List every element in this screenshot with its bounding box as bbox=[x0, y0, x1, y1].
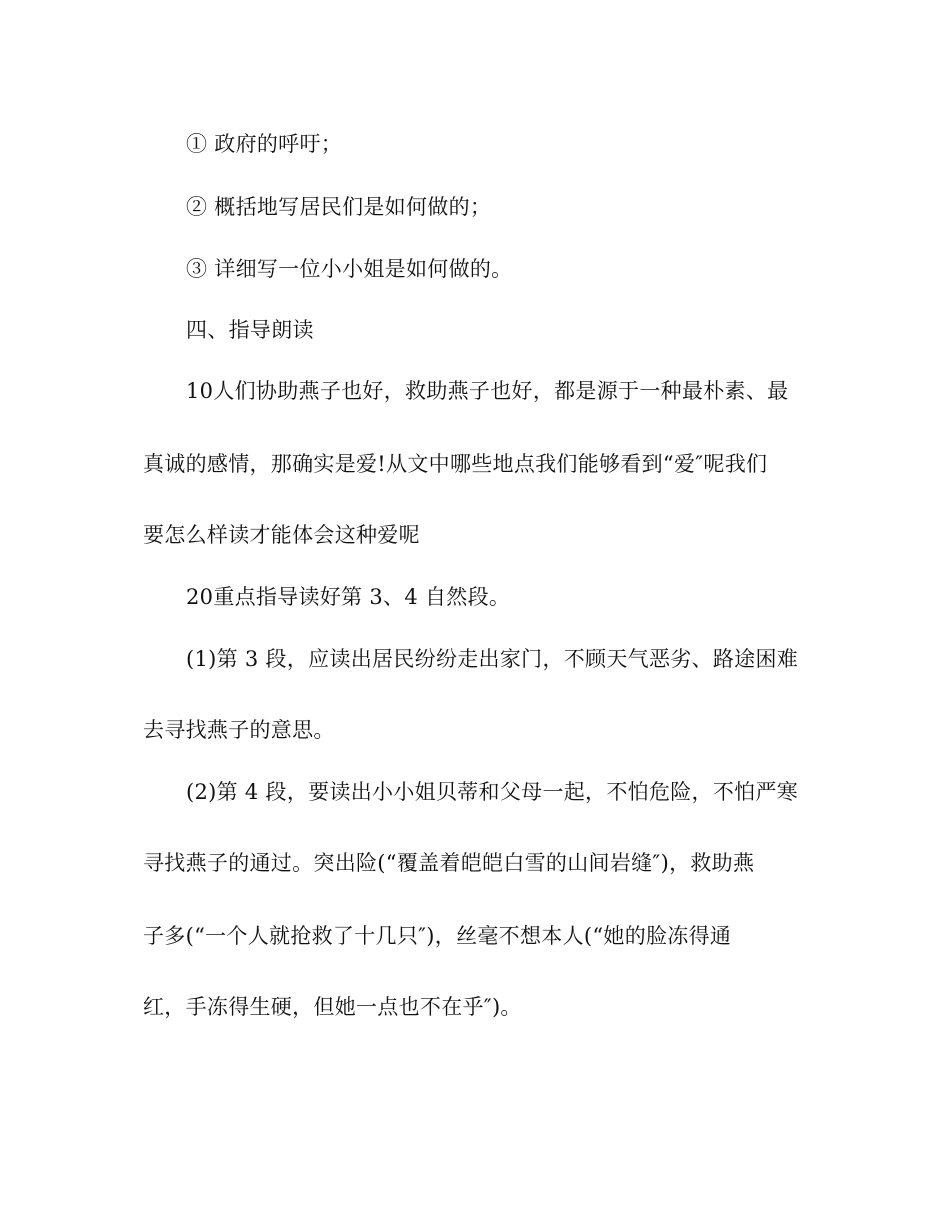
list-item-girl-action: ③ 详细写一位小小姐是如何做的。 bbox=[186, 257, 513, 281]
list-item-residents-action: ② 概括地写居民们是如何做的； bbox=[186, 195, 492, 219]
section-heading-reading-guidance: 四、指导朗读 bbox=[186, 318, 314, 342]
paragraph-4-line-1: (2)第 4 段，要读出小小姐贝蒂和父母一起，不怕危险，不怕严寒 bbox=[186, 780, 799, 804]
list-item-government-appeal: ① 政府的呼吁； bbox=[186, 132, 343, 156]
paragraph-4-line-2: 寻找燕子的通过。突出险(“覆盖着皑皑白雪的山间岩缝″)，救助燕 bbox=[143, 851, 755, 875]
paragraph-1-line-2: 真诚的感情，那确实是爱!从文中哪些地点我们能够看到“爱″呢我们 bbox=[143, 452, 768, 476]
paragraph-1-line-3: 要怎么样读才能体会这种爱呢 bbox=[143, 523, 420, 547]
paragraph-3-line-2: 去寻找燕子的意思。 bbox=[143, 718, 335, 742]
paragraph-2-line-1: 20重点指导读好第 3、4 自然段。 bbox=[186, 585, 511, 609]
paragraph-4-line-4: 红，手冻得生硬，但她一点也不在乎″)。 bbox=[143, 995, 522, 1019]
paragraph-3-line-1: (1)第 3 段，应读出居民纷纷走出家门，不顾天气恶劣、路途困难 bbox=[186, 647, 799, 671]
paragraph-4-line-3: 子多(“一个人就抢救了十几只″)，丝毫不想本人(“她的脸冻得通 bbox=[143, 924, 732, 948]
paragraph-1-line-1: 10人们协助燕子也好，救助燕子也好，都是源于一种最朴素、最 bbox=[186, 379, 789, 403]
